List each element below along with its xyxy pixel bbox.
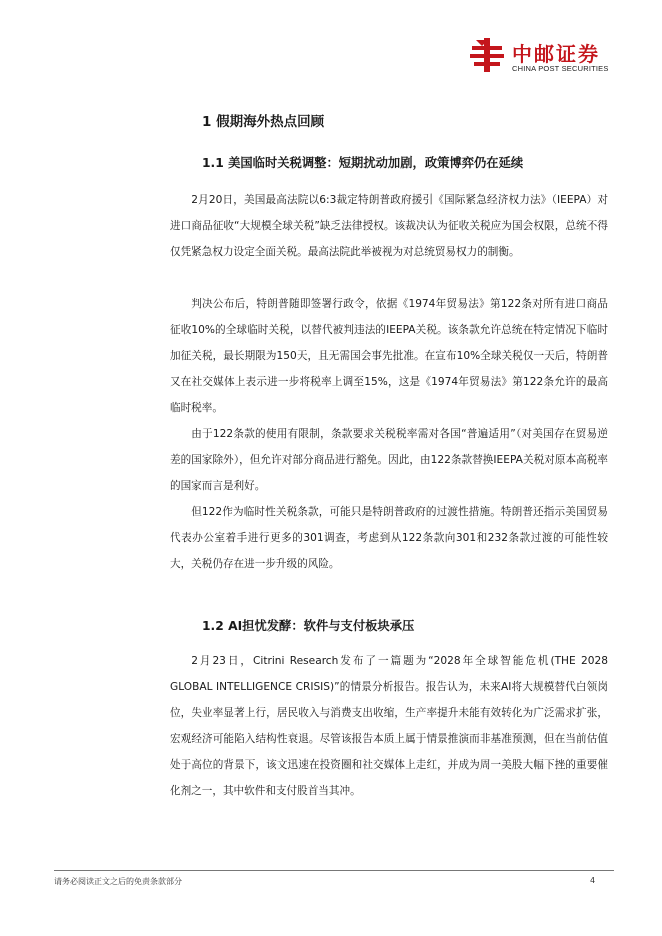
footer-disclaimer: 请务必阅读正文之后的免责条款部分 (54, 877, 182, 886)
paragraph: 2月20日，美国最高法院以6:3裁定特朗普政府援引《国际紧急经济权力法》（IEEPA）对进口商品征收“大规模全球关税”缺乏法律授权。该裁决认为征收关税应为国会权限，总统不得仅凭紧急权力设定全面关税。最高法院此举被视为对总统贸易权力的制衡。 (170, 194, 608, 258)
page-number: 4 (590, 876, 596, 885)
subsection-1-2-heading: 1.2 AI担忧发酵：软件与支付板块承压 (202, 619, 415, 633)
paragraph: 由于122条款的使用有限制，条款要求关税税率需对各国“普遍适用”（对美国存在贸易逆差的国家除外），但允许对部分商品进行豁免。因此，由122条款替换IEEPA关税对原本高税率的国家而言是利好。 (170, 428, 608, 492)
brand-name-en: CHINA POST SECURITIES (512, 64, 609, 73)
china-post-logo-icon (468, 36, 506, 74)
paragraph: 判决公布后，特朗普随即签署行政令，依据《1974年贸易法》第122条对所有进口商品征收10%的全球临时关税，以替代被判违法的IEEPA关税。该条款允许总统在特定情况下临时加征关税，最长期限为150天，且无需国会事先批准。在宣布10%全球关税仅一天后，特朗普又在社交媒体上表示进一步将税率上调至15%，这是《1974年贸易法》第122条允许的最高临时税率。 (170, 298, 608, 414)
brand-logo (468, 36, 616, 76)
brand-name-cn: 中邮证券 (512, 42, 600, 66)
footer-divider (54, 870, 614, 871)
section-1-heading: 1 假期海外热点回顾 (202, 114, 325, 130)
paragraph: 2月23日，Citrini Research发布了一篇题为“2028年全球智能危机(THE 2028 GLOBAL INTELLIGENCE CRISIS)”的情景分析报告。报告认为，未来AI将大规模替代白领岗位，失业率显著上行，居民收入与消费支出收缩，生产率提升未能有效转化为广泛需求扩张，宏观经济可能陷入结构性衰退。尽管该报告本质上属于情景推演而非基准预测，但在当前估值处于高位的背景下，该文迅速在投资圈和社交媒体上走红，并成为周一美股大幅下挫的重要催化剂之一，其中软件和支付股首当其冲。 (170, 655, 608, 797)
subsection-1-1-heading: 1.1 美国临时关税调整：短期扰动加剧，政策博弈仍在延续 (202, 156, 524, 170)
paragraph: 但122作为临时性关税条款，可能只是特朗普政府的过渡性措施。特朗普还指示美国贸易代表办公室着手进行更多的301调查，考虑到从122条款向301和232条款过渡的可能性较大，关税仍存在进一步升级的风险。 (170, 506, 608, 570)
